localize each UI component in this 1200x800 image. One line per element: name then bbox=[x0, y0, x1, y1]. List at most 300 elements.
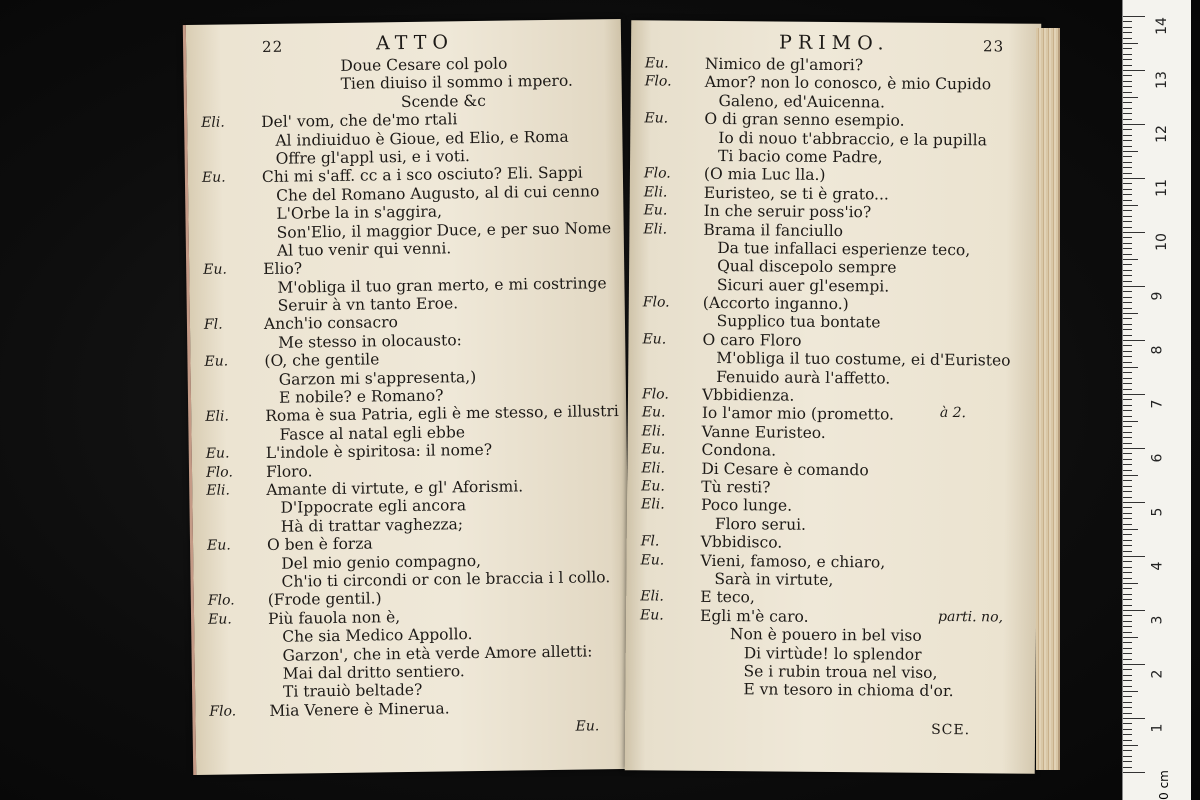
line-text: Son'Elio, il maggior Duce, e per suo Nome bbox=[276, 218, 612, 242]
line-text: Roma è sua Patria, egli è me stesso, e illustri bbox=[265, 402, 619, 426]
line-text: Offre gl'appl usi, e i voti. bbox=[275, 147, 471, 168]
ruler-number: 10 bbox=[1153, 233, 1170, 251]
speaker-label bbox=[195, 683, 269, 702]
speaker-label: Fl. bbox=[203, 317, 223, 334]
line-text: Non è pouero in bel viso bbox=[729, 625, 922, 645]
ruler-tick bbox=[1123, 129, 1132, 130]
ruler-tick bbox=[1123, 119, 1132, 120]
left-page bbox=[183, 19, 631, 775]
speaker-label bbox=[629, 312, 703, 331]
ruler-tick bbox=[1123, 286, 1145, 287]
line-text: Fasce al natal egli ebbe bbox=[279, 423, 466, 444]
ruler-number: 5 bbox=[1149, 507, 1166, 517]
ruler-tick bbox=[1123, 453, 1132, 454]
speaker-label: Eli. bbox=[641, 423, 666, 440]
ruler-number: 1 bbox=[1149, 723, 1166, 733]
right-catchword: SCE. bbox=[931, 721, 971, 739]
speaker-label: Eu. bbox=[642, 331, 667, 348]
ruler-tick bbox=[1123, 167, 1132, 168]
speaker-label bbox=[187, 132, 261, 151]
ruler-tick bbox=[1123, 540, 1132, 541]
speaker-label bbox=[630, 128, 704, 147]
ruler-tick bbox=[1123, 605, 1132, 606]
speaker-label bbox=[629, 275, 703, 294]
line-text: Euristeo, se ti è grato... bbox=[703, 183, 889, 204]
speaker-label: Flo. bbox=[643, 165, 671, 182]
speaker-label: Flo. bbox=[205, 464, 233, 481]
line-text: O ben è forza bbox=[266, 534, 373, 555]
ruler-tick bbox=[1123, 664, 1145, 665]
page-edges bbox=[1036, 28, 1060, 770]
left-running-head: ATTO bbox=[375, 31, 455, 55]
ruler-tick bbox=[1123, 86, 1132, 87]
ruler-tick bbox=[1123, 750, 1132, 751]
line-text: O di gran senno esempio. bbox=[704, 110, 905, 130]
speaker-label: Flo. bbox=[642, 294, 670, 311]
ruler-tick bbox=[1123, 389, 1132, 390]
ruler-tick bbox=[1123, 772, 1145, 773]
line-text: Nimico de gl'amori? bbox=[704, 54, 864, 75]
ruler-tick bbox=[1123, 534, 1132, 535]
ruler-tick bbox=[1123, 507, 1132, 508]
speaker-label bbox=[191, 371, 265, 390]
speaker-label: Eu. bbox=[641, 441, 666, 458]
ruler-tick bbox=[1123, 275, 1132, 276]
ruler-tick bbox=[1123, 745, 1138, 746]
line-text: Al tuo venir qui venni. bbox=[276, 239, 452, 260]
speaker-label: Fl. bbox=[640, 533, 660, 550]
line-text: Vanne Euristeo. bbox=[701, 422, 826, 442]
ruler-tick bbox=[1123, 297, 1132, 298]
ruler-tick bbox=[1123, 210, 1132, 211]
line-text: (O mia Luc lla.) bbox=[703, 165, 826, 185]
line-text: Floro. bbox=[265, 461, 313, 481]
line-text: E vn tesoro in chioma d'or. bbox=[743, 680, 954, 701]
ruler-tick bbox=[1123, 578, 1132, 579]
ruler-tick bbox=[1123, 459, 1132, 460]
ruler-tick bbox=[1123, 480, 1132, 481]
ruler-tick bbox=[1123, 200, 1132, 201]
speaker-label: Eu. bbox=[204, 353, 229, 371]
ruler-tick bbox=[1123, 189, 1132, 190]
ruler-tick bbox=[1123, 335, 1132, 336]
ruler-tick bbox=[1123, 21, 1132, 22]
ruler-tick bbox=[1123, 113, 1132, 114]
speaker-label bbox=[193, 518, 267, 537]
ruler-tick bbox=[1123, 583, 1138, 584]
ruler-tick bbox=[1123, 448, 1145, 449]
ruler-tick bbox=[1123, 594, 1132, 595]
line-text: Hà di trattar vaghezza; bbox=[280, 514, 464, 536]
line-text: (Accorto inganno.) bbox=[702, 293, 849, 314]
speaker-label: Eli. bbox=[643, 220, 668, 238]
ruler-tick bbox=[1123, 232, 1145, 233]
speaker-label bbox=[193, 555, 267, 574]
speaker-label bbox=[188, 205, 262, 224]
ruler-number: 8 bbox=[1149, 345, 1166, 355]
ruler-tick bbox=[1123, 313, 1138, 314]
ruler-tick bbox=[1123, 70, 1145, 71]
line-text: Floro serui. bbox=[714, 514, 807, 534]
line-text: Che sia Medico Appollo. bbox=[282, 625, 473, 646]
line-text: Più fauola non è, bbox=[267, 607, 401, 628]
speaker-label bbox=[188, 150, 262, 169]
ruler-tick bbox=[1123, 729, 1132, 730]
line-text: Da tue infallaci esperienze teco, bbox=[717, 238, 971, 260]
speaker-label: Eli. bbox=[206, 482, 231, 499]
ruler-tick bbox=[1123, 497, 1132, 498]
left-catchword: Eu. bbox=[575, 718, 600, 735]
ruler-tick bbox=[1123, 588, 1132, 589]
ruler-tick bbox=[1123, 642, 1132, 643]
ruler-tick bbox=[1123, 610, 1145, 611]
speaker-label bbox=[631, 91, 705, 110]
ruler-tick bbox=[1123, 443, 1132, 444]
right-running-head: PRIMO. bbox=[778, 31, 890, 55]
line-text: Condona. bbox=[701, 441, 777, 460]
ruler-tick bbox=[1123, 140, 1132, 141]
line-text: Me stesso in olocausto: bbox=[278, 331, 462, 352]
line-text: Di virtùde! lo splendor bbox=[743, 643, 922, 664]
ruler-tick bbox=[1123, 135, 1132, 136]
line-text: Qual discepolo sempre bbox=[717, 257, 897, 277]
speaker-label: Eli. bbox=[641, 459, 666, 477]
ruler-tick bbox=[1123, 405, 1132, 406]
ruler-tick bbox=[1123, 221, 1132, 222]
line-text: Elio? bbox=[263, 259, 303, 279]
speaker-label: Eli. bbox=[640, 496, 665, 513]
line-text: Ti trauiò beltade? bbox=[282, 681, 423, 702]
line-text: Mia Venere è Minerua. bbox=[269, 699, 450, 720]
speaker-label bbox=[628, 367, 702, 386]
ruler-number: 11 bbox=[1153, 179, 1170, 197]
ruler-tick bbox=[1123, 675, 1132, 676]
speaker-label bbox=[190, 297, 264, 316]
ruler-tick bbox=[1123, 281, 1132, 282]
text-line bbox=[625, 679, 1035, 701]
ruler-tick bbox=[1123, 227, 1132, 228]
line-text: Amor? non lo conosco, è mio Cupido bbox=[704, 73, 992, 94]
ruler-tick bbox=[1123, 146, 1132, 147]
speaker-label: Eu. bbox=[643, 202, 668, 219]
ruler-tick bbox=[1123, 43, 1138, 44]
ruler-tick bbox=[1123, 270, 1132, 271]
ruler-number: 13 bbox=[1153, 71, 1170, 89]
ruler-tick bbox=[1123, 65, 1132, 66]
line-text: Ch'io ti circondi or con le braccia i l collo. bbox=[281, 568, 611, 591]
ruler-tick bbox=[1123, 740, 1132, 741]
line-text: Poco lunge. bbox=[700, 496, 793, 516]
ruler-tick bbox=[1123, 59, 1132, 60]
ruler-tick bbox=[1123, 556, 1145, 557]
ruler-tick bbox=[1123, 437, 1132, 438]
ruler-tick bbox=[1123, 38, 1132, 39]
line-text: Tù resti? bbox=[701, 477, 771, 497]
ruler-tick bbox=[1123, 329, 1132, 330]
ruler-tick bbox=[1123, 151, 1138, 152]
speaker-label bbox=[190, 334, 264, 353]
ruler-tick bbox=[1123, 567, 1132, 568]
ruler-tick bbox=[1123, 686, 1132, 687]
ruler-tick bbox=[1123, 653, 1132, 654]
ruler-tick bbox=[1123, 615, 1132, 616]
ruler-tick bbox=[1123, 475, 1138, 476]
ruler-tick bbox=[1123, 599, 1132, 600]
speaker-label bbox=[189, 279, 263, 298]
ruler-tick bbox=[1123, 561, 1132, 562]
ruler-tick bbox=[1123, 205, 1138, 206]
ruler-tick bbox=[1123, 92, 1132, 93]
ruler-number: 9 bbox=[1149, 291, 1166, 301]
ruler-tick bbox=[1123, 545, 1132, 546]
aside-parti: parti. no, bbox=[938, 608, 1004, 626]
ruler-tick bbox=[1123, 81, 1132, 82]
speaker-label: Eu. bbox=[644, 55, 669, 72]
line-text: Anch'io consacro bbox=[263, 313, 399, 334]
speaker-label: Eu. bbox=[641, 404, 666, 421]
line-text: (Frode gentil.) bbox=[267, 589, 382, 610]
line-text: Doue Cesare col polo bbox=[340, 54, 508, 75]
speaker-label: Eu. bbox=[644, 110, 669, 127]
ruler-number: 2 bbox=[1149, 669, 1166, 679]
ruler-tick bbox=[1123, 696, 1132, 697]
line-text: Mai dal dritto sentiero. bbox=[282, 662, 465, 683]
ruler-tick bbox=[1123, 318, 1132, 319]
ruler-tick bbox=[1123, 308, 1132, 309]
ruler-tick bbox=[1123, 97, 1138, 98]
speaker-label bbox=[629, 257, 703, 276]
line-text: Se i rubin troua nel viso, bbox=[743, 662, 938, 682]
ruler-tick bbox=[1123, 394, 1145, 395]
line-text: Tien diuiso il sommo i mpero. bbox=[340, 72, 573, 94]
speaker-label bbox=[192, 499, 266, 518]
ruler-tick bbox=[1123, 102, 1132, 103]
line-text: M'obliga il tuo costume, ei d'Euristeo bbox=[716, 349, 1011, 370]
ruler-tick bbox=[1123, 75, 1132, 76]
ruler-tick bbox=[1123, 237, 1132, 238]
line-text: Garzon', che in età verde Amore alletti: bbox=[282, 641, 593, 665]
line-text: Vieni, famoso, e chiaro, bbox=[700, 551, 886, 572]
ruler-tick bbox=[1123, 194, 1132, 195]
ruler-tick bbox=[1123, 216, 1132, 217]
ruler-number: 4 bbox=[1149, 561, 1166, 571]
line-text: (O, che gentile bbox=[264, 350, 380, 371]
ruler-tick bbox=[1123, 399, 1132, 400]
speaker-label: Eu. bbox=[641, 478, 665, 495]
speaker-label bbox=[194, 646, 268, 665]
ruler-tick bbox=[1123, 486, 1132, 487]
ruler-tick bbox=[1123, 470, 1132, 471]
ruler-tick bbox=[1123, 734, 1132, 735]
ruler-tick bbox=[1123, 529, 1138, 530]
ruler-tick bbox=[1123, 32, 1132, 33]
ruler-tick bbox=[1123, 707, 1132, 708]
ruler-number: 6 bbox=[1149, 453, 1166, 463]
line-text: Amante di virtute, e gl' Aforismi. bbox=[266, 477, 524, 499]
ruler-number: 12 bbox=[1153, 125, 1170, 143]
speaker-label bbox=[627, 514, 701, 533]
ruler-tick bbox=[1123, 551, 1132, 552]
ruler-tick bbox=[1123, 183, 1132, 184]
ruler-tick bbox=[1123, 432, 1132, 433]
line-text: Al indiuiduo è Gioue, ed Elio, e Roma bbox=[275, 127, 569, 150]
right-page-number: 23 bbox=[982, 37, 1005, 56]
ruler-tick bbox=[1123, 378, 1132, 379]
ruler-tick bbox=[1123, 513, 1132, 514]
speaker-label: Eli. bbox=[640, 588, 664, 605]
speaker-label bbox=[194, 628, 268, 647]
speaker-label: Eu. bbox=[203, 261, 228, 279]
ruler-tick bbox=[1123, 767, 1132, 768]
ruler-tick bbox=[1123, 264, 1132, 265]
line-text: Galeno, ed'Auicenna. bbox=[718, 91, 886, 112]
line-text: Vbbidisco. bbox=[700, 533, 783, 552]
line-text: In che seruir poss'io? bbox=[703, 201, 872, 222]
ruler-tick bbox=[1123, 659, 1132, 660]
line-text: Sarà in virtute, bbox=[714, 569, 834, 589]
speaker-label bbox=[188, 187, 262, 206]
ruler-tick bbox=[1123, 572, 1132, 573]
speaker-label bbox=[625, 679, 699, 698]
ruler-tick bbox=[1123, 723, 1132, 724]
speaker-label: Eu. bbox=[640, 607, 664, 624]
ruler-tick bbox=[1123, 518, 1132, 519]
ruler-tick bbox=[1123, 340, 1145, 341]
ruler-tick bbox=[1123, 372, 1132, 373]
open-book bbox=[188, 22, 1068, 782]
ruler-tick bbox=[1123, 345, 1132, 346]
ruler-tick bbox=[1123, 680, 1132, 681]
speaker-label bbox=[195, 665, 269, 684]
line-text: Supplico tua bontate bbox=[716, 312, 881, 332]
ruler-tick bbox=[1123, 524, 1132, 525]
line-text: Sicuri auer gl'esempi. bbox=[716, 275, 890, 296]
speaker-label: Eu. bbox=[206, 537, 231, 554]
line-text: Egli m'è caro. bbox=[700, 606, 809, 626]
speaker-label bbox=[626, 643, 700, 662]
speaker-label: Flo. bbox=[209, 703, 237, 720]
ruler-number: 3 bbox=[1149, 615, 1166, 625]
speaker-label bbox=[187, 95, 261, 114]
speaker-label bbox=[626, 624, 700, 643]
speaker-label: Eli. bbox=[643, 184, 668, 201]
line-text: Fenuido aurà l'affetto. bbox=[716, 367, 891, 388]
ruler-tick bbox=[1123, 464, 1132, 465]
speaker-label bbox=[191, 389, 265, 408]
speaker-label bbox=[629, 238, 703, 257]
ruler-tick bbox=[1123, 351, 1132, 352]
ruler-tick bbox=[1123, 502, 1145, 503]
line-text: Scende &c bbox=[400, 91, 486, 111]
line-text: Chi mi s'aff. cc a i sco osciuto? Eli. Sappi bbox=[261, 163, 583, 187]
line-text: Brama il fanciullo bbox=[703, 220, 844, 240]
ruler-tick bbox=[1123, 626, 1132, 627]
ruler-tick bbox=[1123, 16, 1145, 17]
ruler-unit-label: 0 cm bbox=[1156, 770, 1171, 800]
line-text: Del' vom, che de'mo rtali bbox=[261, 110, 458, 132]
ruler-tick bbox=[1123, 702, 1132, 703]
speaker-label bbox=[189, 242, 263, 261]
right-page-text bbox=[625, 54, 1041, 701]
speaker-label: Eli. bbox=[201, 114, 225, 132]
ruler-tick bbox=[1123, 761, 1132, 762]
left-page-number: 22 bbox=[261, 37, 284, 56]
line-text: Io di nouo t'abbraccio, e la pupilla bbox=[718, 128, 987, 149]
speaker-label bbox=[626, 569, 700, 588]
ruler-tick bbox=[1123, 162, 1132, 163]
speaker-label bbox=[628, 348, 702, 367]
ruler-tick bbox=[1123, 108, 1132, 109]
ruler-tick bbox=[1123, 632, 1132, 633]
ruler-tick bbox=[1123, 416, 1132, 417]
speaker-label: Flo. bbox=[641, 386, 669, 403]
speaker-label bbox=[186, 58, 260, 77]
speaker-label: Eu. bbox=[640, 551, 665, 569]
line-text: Ti bacio come Padre, bbox=[718, 146, 883, 167]
ruler-tick bbox=[1123, 637, 1138, 638]
line-text: M'obliga il tuo gran merto, e mi costringe bbox=[277, 273, 607, 297]
speaker-label bbox=[189, 224, 263, 243]
ruler-tick bbox=[1123, 48, 1132, 49]
ruler-tick bbox=[1123, 243, 1132, 244]
ruler-tick bbox=[1123, 426, 1132, 427]
line-text: Di Cesare è comando bbox=[701, 459, 869, 479]
line-text: Seruir à vn tanto Eroe. bbox=[277, 294, 459, 315]
speaker-label: Eu. bbox=[205, 445, 230, 463]
line-text: D'Ippocrate egli ancora bbox=[280, 496, 467, 518]
line-text: Garzon mi s'appresenta,) bbox=[278, 367, 477, 389]
line-text: E teco, bbox=[700, 588, 755, 607]
line-text: L'indole è spiritosa: il nome? bbox=[265, 441, 493, 463]
right-page bbox=[625, 20, 1042, 774]
ruler-number: 7 bbox=[1149, 399, 1166, 409]
ruler-tick bbox=[1123, 156, 1132, 157]
speaker-label: Flo. bbox=[207, 592, 235, 610]
ruler-tick bbox=[1123, 491, 1132, 492]
line-text: Vbbidienza. bbox=[701, 385, 795, 405]
ruler-tick bbox=[1123, 383, 1132, 384]
ruler-tick bbox=[1123, 324, 1132, 325]
left-page-text bbox=[186, 53, 630, 721]
ruler-tick bbox=[1123, 302, 1132, 303]
speaker-label: Eli. bbox=[205, 408, 229, 426]
ruler-tick bbox=[1123, 421, 1138, 422]
speaker-label: Eu. bbox=[201, 169, 226, 187]
ruler-tick bbox=[1123, 410, 1132, 411]
ruler-tick bbox=[1123, 756, 1132, 757]
line-text: Io l'amor mio (prometto. bbox=[701, 404, 895, 424]
ruler-tick bbox=[1123, 713, 1132, 714]
aside-a-due: à 2. bbox=[939, 404, 967, 422]
ruler-tick bbox=[1123, 691, 1138, 692]
ruler-tick bbox=[1123, 248, 1132, 249]
line-text: O caro Floro bbox=[702, 330, 802, 350]
ruler-number: 14 bbox=[1153, 17, 1170, 35]
measuring-ruler bbox=[1122, 0, 1191, 800]
speaker-label: Flo. bbox=[644, 73, 672, 90]
speaker-label bbox=[626, 661, 700, 680]
ruler-tick bbox=[1123, 367, 1138, 368]
ruler-tick bbox=[1123, 291, 1132, 292]
speaker-label bbox=[193, 573, 267, 592]
ruler-tick bbox=[1123, 254, 1132, 255]
speaker-label bbox=[187, 76, 261, 95]
speaker-label bbox=[630, 146, 704, 165]
speaker-label bbox=[191, 426, 265, 445]
ruler-tick bbox=[1123, 54, 1132, 55]
ruler-tick bbox=[1123, 27, 1132, 28]
ruler-tick bbox=[1123, 173, 1132, 174]
